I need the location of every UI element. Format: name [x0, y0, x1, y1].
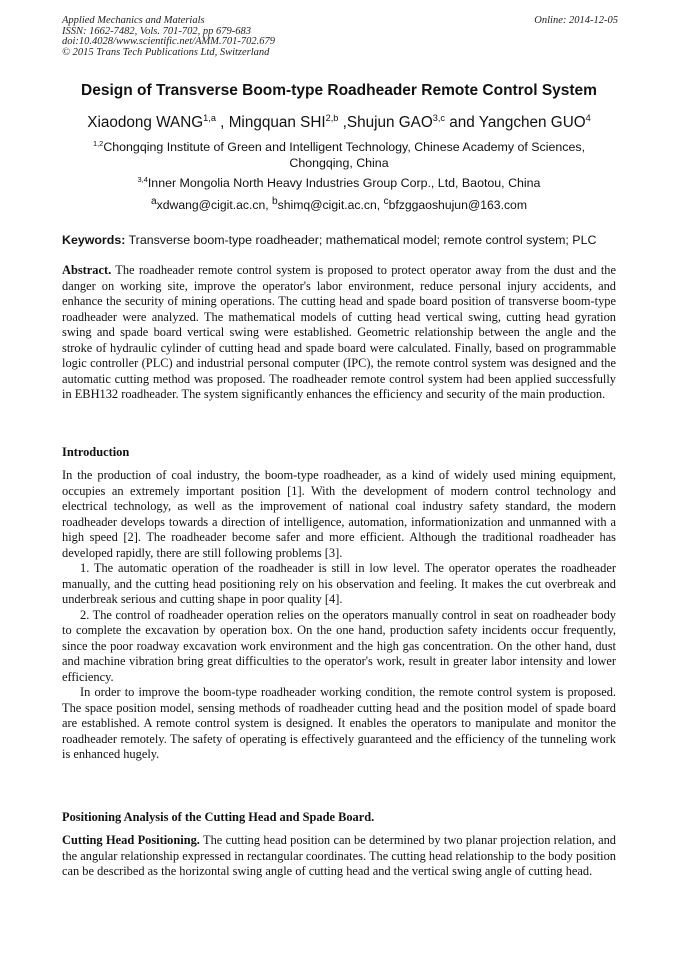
paragraph: In order to improve the boom-type roadheader working condition, the remote control system is proposed. The space position model, sensing methods of roadheader cutting head and the position model of spade board are established. A remote control system is designed. It enables the operators to manipulate and monitor the roadheader remotely. The safety of operating is effectively guaranteed and the efficiency of the tunneling work is enhanced hugely.: [62, 685, 616, 761]
affiliation-superscript: 3,4: [137, 174, 148, 184]
keywords-label: Keywords:: [62, 233, 126, 247]
copyright-line: © 2015 Trans Tech Publications Ltd, Switzerland: [62, 46, 270, 58]
author-superscript: 4: [585, 112, 591, 123]
email-superscript: c: [383, 196, 389, 207]
doi-line: doi:10.4028/www.scientific.net/AMM.701-702.679: [62, 36, 275, 47]
email-list: [40, 196, 638, 212]
email-link[interactable]: bfzggaoshujun@163.com: [388, 198, 527, 213]
keywords-line: [62, 233, 622, 247]
author-list: [20, 114, 658, 132]
author-separator: and: [445, 114, 479, 131]
affiliation-2: [70, 175, 608, 191]
abstract-label: Abstract.: [62, 263, 112, 277]
author-name: Mingquan SHI: [228, 114, 326, 131]
author-separator: ,: [215, 114, 229, 131]
paragraph: The cutting head position can be determined by two planar projection relation, and the angular relationship expressed in rectangular coordinates. The cutting head relationship to the body position can be described as the horizontal swing angle of cutting head and the vertical swing angle of cutting head.: [62, 833, 616, 878]
affiliation-1: [70, 139, 608, 171]
paragraph: 1. The automatic operation of the roadheader is still in low level. The operator operates the roadheader manually, and the cutting head positioning rely on his observation and feeling. It makes the cut overbreak and underbreak serious and cutting shape in poor quality [4].: [62, 561, 616, 606]
affiliation-text: Chongqing Institute of Green and Intelligent Technology, Chinese Academy of Sciences, Chongqing, China: [103, 140, 586, 170]
introduction-heading: Introduction: [62, 445, 130, 459]
abstract-section: [62, 263, 616, 403]
publication-header: [62, 16, 618, 58]
abstract-text: The roadheader remote control system is proposed to protect operator away from the dust and the danger on working site, improve the operator's labor environment, reduce personal injury accidents, and enhance the security of mining operations. The cutting head and spade board position of transverse boom-type roadheader were analyzed. The mathematical models of cutting head vertical swing, cutting head gyration swing and spade board vertical swing were established. Geometric relationship between the angle and the stroke of hydraulic cylinder of cutting head and spade board were calculated. Finally, based on programmable logic controller (PLC) and industrial personal computer (IPC), the remote control system was designed and the automatic cutting method was proposed. The roadheader remote control system had been applied successfully in EBH132 roadheader. The system significantly enhances the efficiency and security of the main production.: [62, 263, 616, 401]
author-superscript: 3,c: [432, 112, 446, 123]
positioning-section: [62, 833, 616, 880]
author-name: Yangchen GUO: [478, 114, 586, 131]
author-separator: ,: [338, 114, 347, 131]
online-date: Online: 2014-12-05: [534, 15, 618, 26]
subsection-label: Cutting Head Positioning.: [62, 833, 200, 847]
positioning-heading: Positioning Analysis of the Cutting Head and Spade Board.: [62, 810, 375, 824]
email-link[interactable]: shimq@cigit.ac.cn,: [277, 198, 384, 213]
author-superscript: 2,b: [325, 112, 339, 123]
affiliation-superscript: 1,2: [92, 138, 104, 148]
keywords-text: Transverse boom-type roadheader; mathematical model; remote control system; PLC: [125, 233, 597, 247]
paragraph: 2. The control of roadheader operation relies on the operators manually control in seat on roadheader body to complete the excavation by operation box. On the one hand, production safety incidents occur frequently, since the poor roadway excavation work environment and the high gas concentration. On the other hand, dust and machine vibration bring great difficulties to the operator's work, result in greater labor intensity and lower efficiency.: [62, 607, 616, 684]
journal-name: Applied Mechanics and Materials: [62, 15, 205, 26]
author-superscript: 1,a: [203, 112, 216, 123]
paragraph: In the production of coal industry, the boom-type roadheader, as a kind of widely used mining equipment, occupies an extremely important position [1]. With the development of modern control technology and electrical technology, as well as the improvement of national coal industry safety standard, the modern roadheader develops towards a direction of intelligence, automation, informationization and unmanned with a high speed [2]. The roadheader become safer and more efficient. Although the traditional roadheader has developed rapidly, there are still following problems [3].: [62, 468, 616, 560]
author-name: Shujun GAO: [346, 114, 433, 131]
paper-title: Design of Transverse Boom-type Roadheader Remote Control System: [81, 82, 597, 99]
email-superscript: a: [151, 196, 157, 207]
issn-line: ISSN: 1662-7482, Vols. 701-702, pp 679-683: [62, 25, 251, 37]
affiliation-text: Inner Mongolia North Heavy Industries Group Corp., Ltd, Baotou, China: [147, 176, 541, 190]
email-superscript: b: [272, 196, 278, 207]
introduction-section: [62, 468, 616, 763]
author-name: Xiaodong WANG: [87, 114, 204, 131]
email-link[interactable]: xdwang@cigit.ac.cn,: [156, 198, 272, 213]
